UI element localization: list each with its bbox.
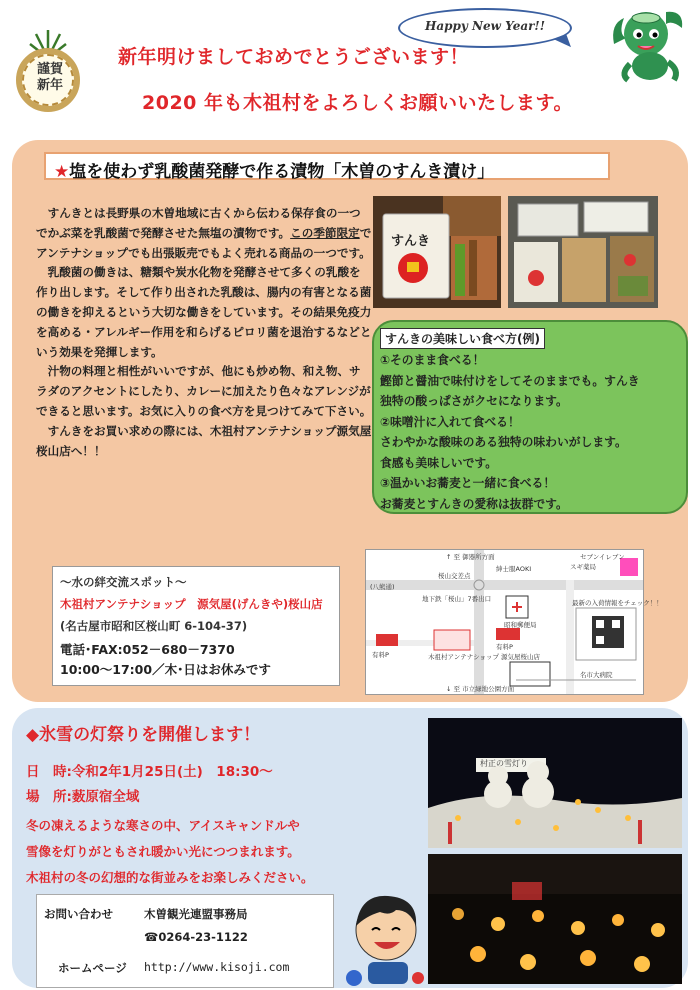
sunki-title-banner: [44, 152, 610, 180]
how-to-eat-line: お蕎麦とすんきの愛称は抜群です。: [380, 496, 568, 511]
map-crossing: 桜山交差点: [438, 572, 471, 580]
how-to-eat-line: 食感も美味しいです。: [380, 455, 498, 470]
para1-part-a: すんきとは長野県の木曽地域に古くから伝わる保存食の一つでかぶ菜を乳酸菌で発酵させた無塩の漬物です。: [36, 206, 361, 240]
how-to-eat-list: [380, 350, 682, 514]
sunki-package-label: すんき: [391, 234, 431, 249]
how-to-eat-line: ②味噌汁に入れて食べる！: [380, 414, 520, 429]
photo-sign-text: 村正の雪灯り: [480, 759, 528, 768]
shop-tel: 電話･FAX:052－680－7370: [60, 642, 235, 657]
seal-line-1: 謹賀: [36, 62, 63, 77]
festival-place: 場 所:薮原宿全域: [26, 789, 140, 805]
contact-label: お問い合わせ: [44, 907, 113, 921]
homepage-label: ホームページ: [58, 961, 127, 975]
map-yakuma-dori: (八熊通): [370, 583, 395, 591]
festival-title: ◆氷雪の灯祭りを開催します！: [26, 725, 261, 745]
map-qr-note: 最新の入荷情報をチェック！！: [572, 599, 663, 607]
contact-org: 木曽観光連盟事務局: [144, 907, 248, 921]
map-exit: 地下鉄「桜山」7番出口: [422, 595, 492, 603]
how-to-eat-line: 独特の酸っぱさがクセになります。: [380, 394, 568, 408]
map-bottom-road: ↓ 至 市立緑地公園方面: [446, 685, 515, 693]
sunki-article: [36, 204, 372, 461]
map-hospital: 名市大病院: [580, 671, 613, 679]
seal-line-2: 新年: [36, 78, 63, 93]
shop-address: (名古屋市昭和区桜山町 6-104-37): [60, 619, 248, 633]
sunki-display-photo: [508, 196, 658, 308]
ice-candle-photo: [428, 854, 682, 984]
map-aoki: 紳士服AOKI: [496, 565, 532, 573]
sunki-package-photo: [373, 196, 501, 308]
shop-location-map: [365, 549, 663, 695]
festival-desc-1: 冬の凍えるような寒さの中、アイスキャンドルや: [26, 818, 300, 833]
shop-hours: 10:00～17:00／木･日はお休みです: [60, 662, 271, 677]
para1-underlined: この季節限定: [290, 225, 360, 240]
map-top-road: ↑ 至 御器所方面: [446, 553, 495, 561]
map-parking-2: 有料P: [496, 643, 513, 651]
kinga-shinnen-seal: [12, 30, 88, 120]
snow-sculpture-photo: [428, 718, 682, 848]
sunki-paragraph-3: 汁物の料理と相性がいいですが、他にも炒め物、和え物、サラダのアクセントにしたり、カレーに加えたり色々なアレンジができると思います。お気に入りの食べ方を見つけてみて下さい。: [36, 364, 372, 418]
how-to-eat-line: 鰹節と醤油で味付けをしてそのままでも。すんき: [380, 373, 640, 388]
map-parking-1: 有料P: [372, 651, 389, 659]
new-year-greeting-2: 2020 年も木祖村をよろしくお願いいたします。: [142, 92, 573, 114]
how-to-eat-line: さわやかな酸味のある独特の味わいがします。: [380, 435, 627, 449]
shop-name: 木祖村アンテナショップ 源気屋(げんきや)桜山店: [60, 597, 323, 611]
mascot-boy-illustration: [340, 886, 428, 986]
festival-desc-3: 木祖村の冬の幻想的な街並みをお楽しみください。: [26, 870, 314, 885]
map-drugstore: スギ薬局: [570, 563, 596, 571]
para1-part-c: でアンテナショップでも出張販売でもよく売れる商品の一つです。: [36, 225, 372, 260]
sunki-paragraph-4: すんきをお買い求めの際には、木祖村アンテナショップ源気屋 桜山店へ！！: [36, 423, 372, 458]
shop-spot-label: ～水の絆交流スポット～: [60, 575, 187, 589]
contact-tel: ☎0264-23-1122: [144, 930, 248, 944]
map-shop: 木祖村アンテナショップ 源気屋桜山店: [428, 653, 541, 661]
sunki-paragraph-1: [36, 204, 372, 263]
star-icon: ★: [54, 162, 70, 182]
map-convenience-store: セブンイレブン: [580, 553, 625, 561]
festival-date: 日 時:令和2年1月25日(土) 18:30～: [26, 764, 273, 780]
homepage-url[interactable]: http://www.kisoji.com: [144, 960, 290, 974]
mascot-kappa-illustration: [606, 4, 688, 86]
map-post-office: 昭和郵便局: [504, 621, 537, 629]
happy-new-year-text: Happy New Year!!: [425, 19, 545, 33]
how-to-eat-title: すんきの美味しい食べ方(例): [380, 328, 545, 349]
how-to-eat-line: ③温かいお蕎麦と一緒に食べる！: [380, 476, 556, 490]
sunki-title: 塩を使わず乳酸菌発酵で作る漬物「木曽のすんき漬け」: [69, 162, 495, 182]
new-year-greeting: 新年明けましておめでとうございます！: [118, 46, 470, 68]
speech-bubble-tail: [553, 34, 571, 52]
sunki-paragraph-2: 乳酸菌の働きは、糖類や炭水化物を発酵させて多くの乳酸を作り出します。そして作り出された乳酸は、腸内の有害となる菌の働きを抑えるという大切な働きをしています。その結果免疫力を高める・アレルギー作用を和らげるピロリ菌を退治するなどという効果を発揮します。: [36, 265, 372, 359]
how-to-eat-line: ①そのまま食べる！: [380, 353, 485, 367]
festival-desc-2: 雪像を灯りがともされ暖かい光につつまれます。: [26, 844, 300, 859]
